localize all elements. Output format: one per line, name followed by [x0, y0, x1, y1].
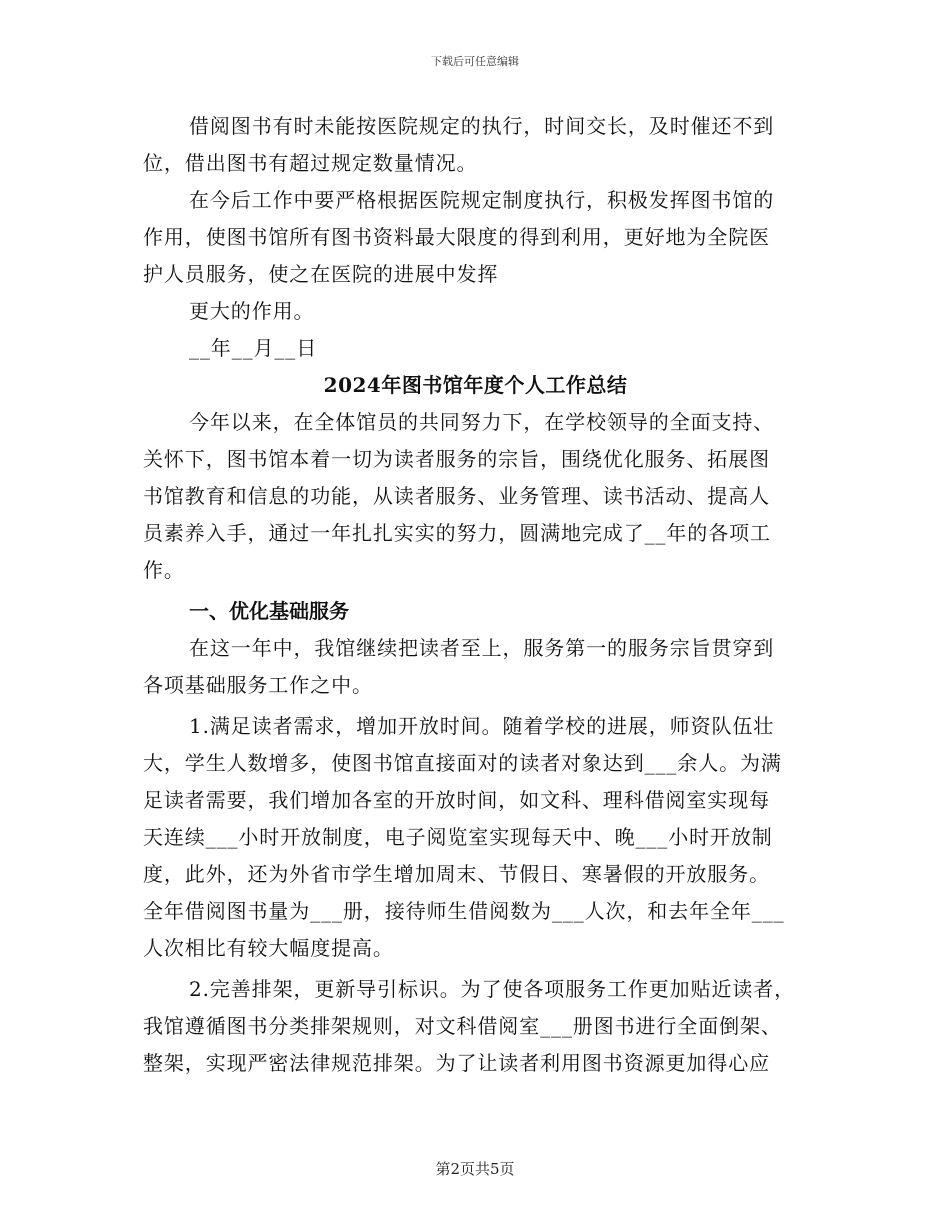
paragraph-line: 作用，使图书馆所有图书资料最大限度的得到利用，更好地为全院医 — [143, 225, 770, 249]
header-note: 下载后可任意编辑 — [431, 55, 519, 68]
paragraph-line: 借阅图书有时未能按医院规定的执行，时间交长，及时催还不到 — [189, 114, 775, 138]
document-body — [143, 108, 808, 1082]
date-line: __年__月__日 — [189, 336, 318, 360]
document-title: 2024年图书馆年度个人工作总结 — [323, 373, 628, 397]
paragraph-line: 天连续___小时开放制度，电子阅览室实现每天中、晚___小时开放制 — [143, 825, 773, 849]
paragraph-line: 2.完善排架，更新导引标识。为了使各项服务工作更加贴近读者， — [189, 977, 796, 1001]
paragraph-line: 度，此外，还为外省市学生增加周末、节假日、寒暑假的开放服务。 — [143, 862, 770, 886]
paragraph-line: 全年借阅图书量为___册，接待师生借阅数为___人次，和去年全年___ — [143, 899, 785, 923]
paragraph-line: 书馆教育和信息的功能，从读者服务、业务管理、读书活动、提高人 — [143, 484, 770, 508]
paragraph-line: 作。 — [143, 558, 185, 582]
paragraph-line: 1.满足读者需求，增加开放时间。随着学校的进展，师资队伍壮 — [189, 714, 775, 738]
paragraph-line: 大，学生人数增多，使图书馆直接面对的读者对象达到___余人。为满 — [143, 751, 782, 775]
paragraph-line: 足读者需要，我们增加各室的开放时间，如文科、理科借阅室实现每 — [143, 788, 770, 812]
paragraph-line: 人次相比有较大幅度提高。 — [143, 936, 394, 960]
paragraph-line: 今年以来，在全体馆员的共同努力下，在学校领导的全面支持、 — [189, 410, 775, 434]
paragraph-line: 我馆遵循图书分类排架规则，对文科借阅室___册图书进行全面倒架、 — [143, 1014, 782, 1038]
paragraph-line: 员素养入手，通过一年扎扎实实的努力，圆满地完成了__年的各项工 — [143, 521, 771, 545]
paragraph-line: 整架，实现严密法律规范排架。为了让读者利用图书资源更加得心应 — [143, 1051, 770, 1075]
paragraph-line: 位，借出图书有超过规定数量情况。 — [143, 151, 478, 175]
paragraph-line: 关怀下，图书馆本着一切为读者服务的宗旨，围绕优化服务、拓展图 — [143, 447, 770, 471]
paragraph-line: 在这一年中，我馆继续把读者至上，服务第一的服务宗旨贯穿到 — [189, 636, 775, 660]
paragraph-line: 更大的作用。 — [189, 299, 315, 323]
section-heading: 一、优化基础服务 — [189, 599, 349, 623]
paragraph-line: 各项基础服务工作之中。 — [143, 673, 373, 697]
paragraph-line: 护人员服务，使之在医院的进展中发挥 — [143, 262, 499, 286]
paragraph-line: 在今后工作中要严格根据医院规定制度执行，积极发挥图书馆的 — [189, 188, 775, 212]
page-number: 第2页共5页 — [435, 1160, 515, 1178]
